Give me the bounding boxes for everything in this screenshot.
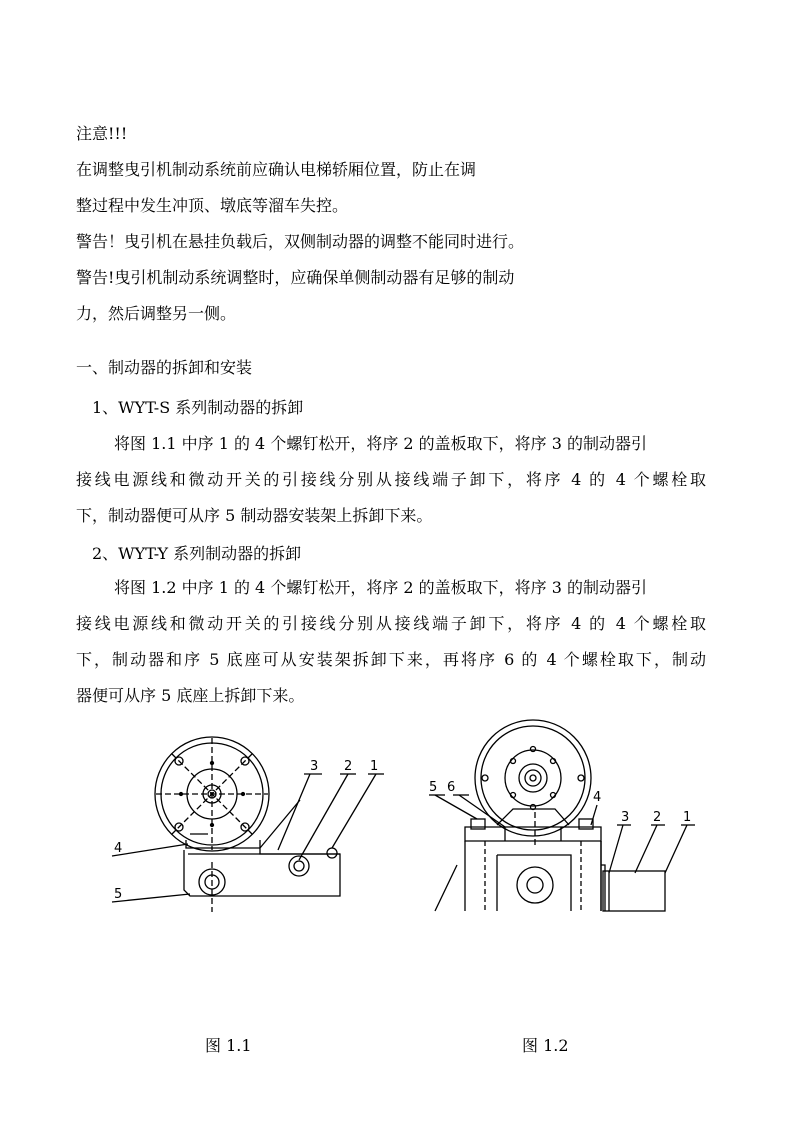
fig2-label-4: 4 xyxy=(593,790,602,805)
warning-1: 警告！曳引机在悬挂负载后，双侧制动器的调整不能同时进行。 xyxy=(76,232,525,251)
fig2-label-1: 1 xyxy=(683,810,692,825)
warning-2-line-2: 力，然后调整另一侧。 xyxy=(76,304,237,323)
subsection-2-para-line-3: 下，制动器和序 5 底座可从安装架拆卸下来，再将序 6 的 4 个螺栓取下，制动 xyxy=(76,650,706,669)
subsection-1-para-line-3: 下，制动器便可从序 5 制动器安装架上拆卸下来。 xyxy=(76,506,433,525)
fig1-label-4: 4 xyxy=(114,841,123,856)
fig2-label-5: 5 xyxy=(429,780,438,795)
section-heading: 一、制动器的拆卸和安装 xyxy=(76,358,253,377)
figure-1-2-caption: 图 1.2 xyxy=(522,1036,569,1055)
subsection-1-heading: 1、WYT-S 系列制动器的拆卸 xyxy=(92,398,304,417)
fig2-label-2: 2 xyxy=(653,810,662,825)
subsection-2-heading: 2、WYT-Y 系列制动器的拆卸 xyxy=(92,544,302,563)
figure-1-1-drawing xyxy=(100,730,390,920)
warning-2-line-1: 警告!曳引机制动系统调整时，应确保单侧制动器有足够的制动 xyxy=(76,268,515,287)
subsection-2-para-line-2: 接线电源线和微动开关的引接线分别从接线端子卸下，将序 4 的 4 个螺栓取 xyxy=(76,614,706,633)
notice-line-2: 整过程中发生冲顶、墩底等溜车失控。 xyxy=(76,196,349,215)
subsection-2-para-line-1: 将图 1.2 中序 1 的 4 个螺钉松开，将序 2 的盖板取下，将序 3 的制动器引 xyxy=(114,578,648,597)
fig2-label-6: 6 xyxy=(447,780,456,795)
fig1-label-1: 1 xyxy=(370,759,379,774)
figure-1-1-caption: 图 1.1 xyxy=(205,1036,252,1055)
subsection-2-para-line-4: 器便可从序 5 底座上拆卸下来。 xyxy=(76,686,305,705)
notice-line-1: 在调整曳引机制动系统前应确认电梯轿厢位置，防止在调 xyxy=(76,160,477,179)
fig2-label-3: 3 xyxy=(621,810,630,825)
subsection-1-para-line-2: 接线电源线和微动开关的引接线分别从接线端子卸下，将序 4 的 4 个螺栓取 xyxy=(76,470,706,489)
fig1-label-5: 5 xyxy=(114,887,123,902)
fig1-label-2: 2 xyxy=(344,759,353,774)
fig1-label-3: 3 xyxy=(310,759,319,774)
figure-1-2-drawing xyxy=(425,715,715,915)
subsection-1-para-line-1: 将图 1.1 中序 1 的 4 个螺钉松开，将序 2 的盖板取下，将序 3 的制动器引 xyxy=(114,434,648,453)
notice-title: 注意!!! xyxy=(76,124,128,143)
